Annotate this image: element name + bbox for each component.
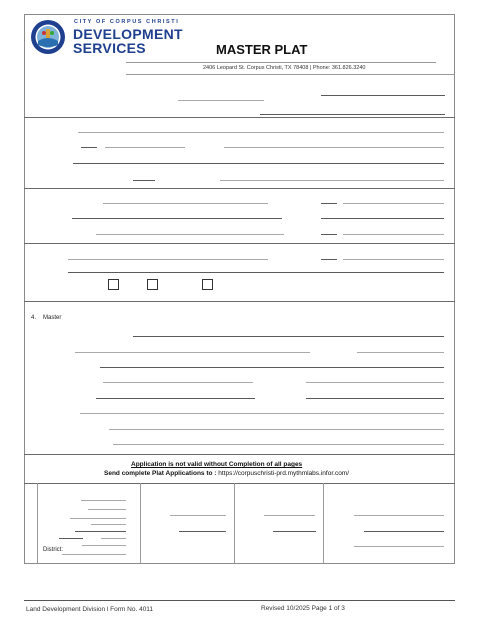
field-line[interactable]: [321, 234, 337, 235]
footer-form-number: Land Development Division l Form No. 4011: [26, 606, 154, 613]
field-line[interactable]: [133, 180, 155, 181]
field-line[interactable]: [82, 545, 126, 546]
submission-url-link[interactable]: https://corpuschristi-prd.mythmlabs.infor.com/: [216, 470, 350, 477]
field-line[interactable]: [68, 259, 268, 260]
field-line[interactable]: [70, 518, 126, 519]
field-line[interactable]: [78, 132, 444, 133]
field-line[interactable]: [75, 531, 126, 532]
field-line[interactable]: [343, 203, 444, 204]
field-line[interactable]: [224, 147, 444, 148]
field-line[interactable]: [343, 234, 444, 235]
field-line[interactable]: [113, 444, 444, 445]
field-line[interactable]: [100, 367, 444, 368]
field-line[interactable]: [73, 163, 444, 164]
grid-divider: [234, 483, 235, 564]
field-line[interactable]: [59, 538, 83, 539]
grid-divider: [37, 483, 38, 564]
field-line[interactable]: [68, 272, 444, 273]
field-line[interactable]: [178, 100, 264, 101]
field-line[interactable]: [179, 531, 226, 532]
field-line[interactable]: [343, 259, 444, 260]
section-divider: [24, 301, 455, 302]
section-divider: [24, 188, 455, 189]
form-frame: [24, 14, 455, 564]
field-line[interactable]: [103, 382, 253, 383]
field-line[interactable]: [81, 147, 97, 148]
field-line[interactable]: [80, 413, 444, 414]
grid-divider: [323, 483, 324, 564]
field-line[interactable]: [321, 95, 445, 96]
section-divider: [24, 454, 455, 455]
field-line[interactable]: [91, 524, 126, 525]
city-name: CITY OF CORPUS CHRISTI: [74, 19, 180, 25]
field-line[interactable]: [88, 509, 126, 510]
field-line[interactable]: [306, 398, 444, 399]
form-title: MASTER PLAT: [216, 42, 308, 57]
field-line[interactable]: [81, 500, 126, 501]
checkbox[interactable]: [147, 279, 158, 290]
field-line[interactable]: [260, 114, 445, 115]
notice-line1: Application is not valid without Completion of all pages: [131, 461, 303, 468]
header-divider: [126, 62, 436, 63]
section-title: Master: [43, 315, 62, 321]
field-line[interactable]: [170, 515, 226, 516]
checkbox[interactable]: [108, 279, 119, 290]
grid-divider: [140, 483, 141, 564]
field-line[interactable]: [364, 531, 444, 532]
field-line[interactable]: [101, 538, 126, 539]
field-line[interactable]: [72, 218, 282, 219]
field-line[interactable]: [109, 429, 444, 430]
address-divider: [126, 74, 455, 75]
field-line[interactable]: [357, 352, 444, 353]
footer-revision: Revised 10/2025 Page 1 of 3: [261, 605, 345, 612]
field-line[interactable]: [220, 180, 444, 181]
field-line[interactable]: [75, 352, 310, 353]
field-line[interactable]: [321, 218, 444, 219]
notice-line2: [104, 470, 349, 477]
field-line[interactable]: [354, 515, 444, 516]
field-line[interactable]: [321, 203, 337, 204]
footer-divider: [24, 600, 455, 601]
district-label: District:: [43, 547, 63, 553]
field-line[interactable]: [133, 336, 444, 337]
section-divider: [24, 117, 455, 118]
section-divider: [24, 243, 455, 244]
checkbox[interactable]: [202, 279, 213, 290]
district-field[interactable]: [62, 554, 126, 555]
field-line[interactable]: [103, 203, 268, 204]
field-line[interactable]: [354, 546, 444, 547]
field-line[interactable]: [96, 398, 255, 399]
section-number: 4.: [31, 315, 37, 321]
field-line[interactable]: [96, 234, 284, 235]
field-line[interactable]: [264, 515, 315, 516]
section-divider: [24, 483, 455, 484]
field-line[interactable]: [306, 382, 444, 383]
field-line[interactable]: [105, 147, 185, 148]
city-seal-logo: [30, 19, 66, 55]
field-line[interactable]: [273, 531, 316, 532]
field-line[interactable]: [321, 259, 337, 260]
notice-send-label: Send complete Plat Applications to :: [104, 470, 217, 477]
department-name-line1: DEVELOPMENT: [73, 26, 183, 42]
office-address: 2406 Leopard St. Corpus Christi, TX 78408 | Phone: 361.826.3240: [203, 65, 366, 71]
department-name-line2: SERVICES: [73, 40, 146, 56]
